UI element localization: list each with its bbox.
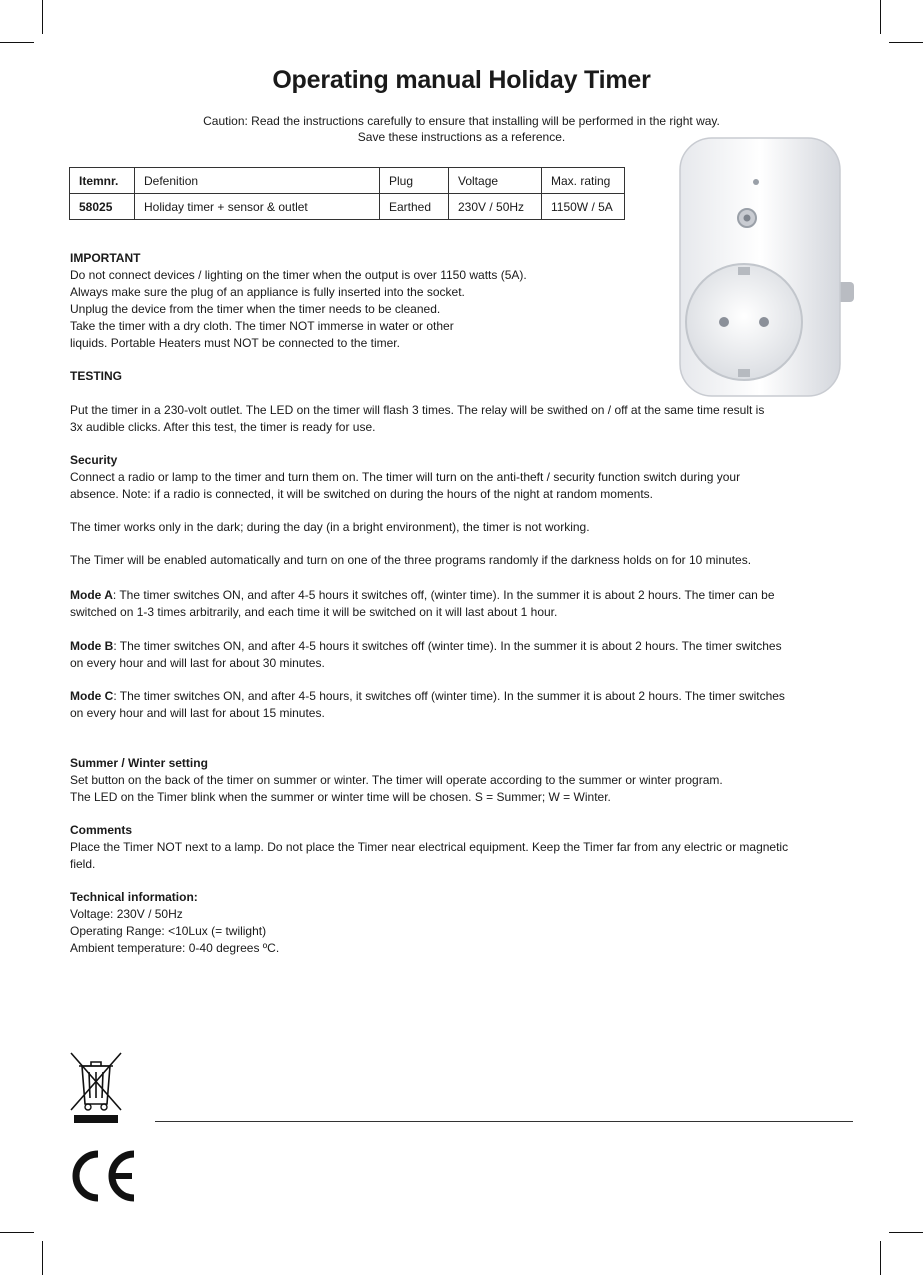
table-header-cell: Defenition [135, 168, 380, 194]
mode-c [70, 688, 860, 722]
mode-line [70, 688, 860, 705]
text-line: Put the timer in a 230-volt outlet. The LED on the timer will flash 3 times. The relay will be swithed on / off at the same time result is [70, 403, 765, 417]
ce-mark-icon [68, 1146, 138, 1206]
text-line: on every hour and will last for about 30 minutes. [70, 656, 325, 670]
text-line: The LED on the Timer blink when the summer or winter time will be chosen. S = Summer; W = Winter. [70, 790, 611, 804]
auto-note: The Timer will be enabled automatically and turn on one of the three programs randomly if the darkness holds on for 10 minutes. [70, 553, 752, 567]
table-cell: 230V / 50Hz [449, 194, 542, 220]
testing-text [70, 402, 860, 436]
crop-mark [889, 1232, 923, 1233]
text-line: 3x audible clicks. After this test, the timer is ready for use. [70, 420, 376, 434]
table-header-cell: Voltage [449, 168, 542, 194]
mode-text: : The timer switches ON, and after 4-5 hours it switches off (winter time). In the summer it is about 2 hours. The timer switches [113, 639, 782, 653]
weee-bin-icon [68, 1050, 124, 1125]
important-section [70, 250, 860, 352]
comments-section [70, 822, 860, 873]
crop-mark [880, 0, 881, 34]
crop-mark [0, 42, 34, 43]
sensor-lens [744, 215, 751, 222]
crop-mark [880, 1241, 881, 1275]
section-heading: IMPORTANT [70, 251, 141, 265]
mode-text: : The timer switches ON, and after 4-5 hours, it switches off (winter time). In the summer it is about 2 hours. The timer switches [113, 689, 785, 703]
text-line: Take the timer with a dry cloth. The timer NOT immerse in water or other [70, 319, 454, 333]
text-line: Set button on the back of the timer on summer or winter. The timer will operate according to the summer or winter program. [70, 773, 723, 787]
testing-section [70, 368, 860, 385]
mode-a [70, 587, 860, 621]
text-line: absence. Note: if a radio is connected, it will be switched on during the hours of the night at random moments. [70, 487, 653, 501]
table-cell: Holiday timer + sensor & outlet [135, 194, 380, 220]
technical-section [70, 889, 860, 957]
table-header-cell: Plug [380, 168, 449, 194]
text-line: Always make sure the plug of an appliance is fully inserted into the socket. [70, 285, 465, 299]
text-line: on every hour and will last for about 15 minutes. [70, 706, 325, 720]
security-section [70, 452, 860, 503]
text-line: Connect a radio or lamp to the timer and turn them on. The timer will turn on the anti-theft / security function switch during your [70, 470, 741, 484]
led-icon [753, 179, 759, 185]
section-heading: Comments [70, 823, 133, 837]
text-line: liquids. Portable Heaters must NOT be connected to the timer. [70, 336, 400, 350]
table-header-row [70, 168, 625, 194]
text-line: switched on 1-3 times arbitrarily, and each time it will be switched on it will last about 1 hour. [70, 605, 558, 619]
text-line: Ambient temperature: 0-40 degrees ºC. [70, 941, 280, 955]
text-line: Place the Timer NOT next to a lamp. Do not place the Timer near electrical equipment. Keep the Timer far from any electric or magnetic [70, 840, 789, 854]
section-heading: Summer / Winter setting [70, 756, 208, 770]
mode-b [70, 638, 860, 672]
text-line: Voltage: 230V / 50Hz [70, 907, 183, 921]
mode-line [70, 638, 860, 655]
text-line: field. [70, 857, 96, 871]
dark-note: The timer works only in the dark; during the day (in a bright environment), the timer is not working. [70, 520, 590, 534]
text-line: Do not connect devices / lighting on the timer when the output is over 1150 watts (5A). [70, 268, 527, 282]
section-heading: TESTING [70, 369, 123, 383]
mode-label: Mode A [70, 588, 113, 602]
caution-line: Caution: Read the instructions carefully to ensure that installing will be performed in the right way. [203, 114, 720, 128]
spec-table [69, 167, 625, 220]
table-cell: Earthed [380, 194, 449, 220]
mode-text: : The timer switches ON, and after 4-5 hours it switches off, (winter time). In the summer it is about 2 hours. The timer can be [112, 588, 775, 602]
mode-label: Mode C [70, 689, 114, 703]
crop-mark [42, 1241, 43, 1275]
mode-label: Mode B [70, 639, 114, 653]
table-cell: 58025 [70, 194, 135, 220]
crop-mark [42, 0, 43, 34]
crop-mark [889, 42, 923, 43]
mode-line [70, 587, 860, 604]
table-cell: 1150W / 5A [542, 194, 625, 220]
divider [155, 1121, 853, 1122]
section-heading: Security [70, 453, 118, 467]
text-line: Unplug the device from the timer when the timer needs to be cleaned. [70, 302, 441, 316]
section-heading: Technical information: [70, 890, 198, 904]
page-title: Operating manual Holiday Timer [272, 66, 651, 94]
text-line: Operating Range: <10Lux (= twilight) [70, 924, 267, 938]
crop-mark [0, 1232, 34, 1233]
caution-line: Save these instructions as a reference. [357, 130, 566, 144]
summer-winter-section [70, 755, 860, 806]
table-row [70, 194, 625, 220]
table-header-cell: Itemnr. [70, 168, 135, 194]
table-header-cell: Max. rating [542, 168, 625, 194]
